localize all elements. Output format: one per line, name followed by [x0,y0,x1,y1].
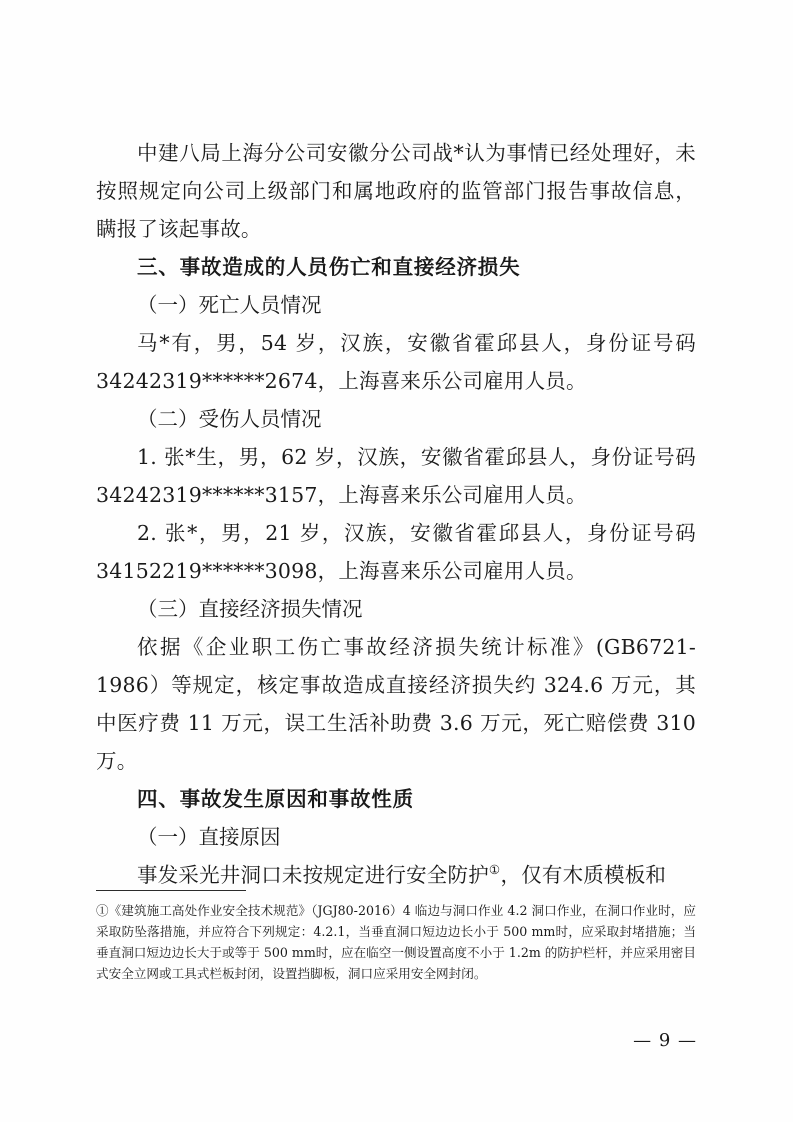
section-heading-three: 三、事故造成的人员伤亡和直接经济损失 [137,255,521,279]
paragraph-direct-cause-after: ，仅有木质模板和 [500,863,667,887]
page-number: — 9 — [633,1030,697,1051]
document-body [96,134,696,894]
footnote-area [96,900,696,984]
footnote-marker: ① [96,903,109,918]
paragraph-deceased-person: 马*有，男，54 岁，汉族，安徽省霍邱县人，身份证号码 34242319******2674，上海喜来乐公司雇用人员。 [96,331,696,393]
subsection-heading-one: （一）死亡人员情况 [137,293,322,317]
paragraph-continuation: 中建八局上海分公司安徽分公司战*认为事情已经处理好，未按照规定向公司上级部门和属地政府的监管部门报告事故信息，瞒报了该起事故。 [96,141,696,241]
footnote-text: 《建筑施工高处作业安全技术规范》（JGJ80-2016）4 临边与洞口作业 4.2 洞口作业，在洞口作业时，应采取防坠落措施，并应符合下列规定：4.2.1，当垂直洞口短边边长小于 500 mm时，应采取封堵措施；当垂直洞口短边边长大于或等于 500 mm时，应在临空一侧设置高度不小于 1.2m 的防护栏杆，并应采用密目式安全立网或工具式栏板封闭，设置挡脚板，洞口应采用安全网封闭。 [96,903,696,981]
paragraph-direct-cause-before: 事发采光井洞口未按规定进行安全防护 [137,863,489,887]
subsection-heading-direct-cause: （一）直接原因 [137,825,281,849]
subsection-heading-three: （三）直接经济损失情况 [137,597,363,621]
paragraph-injured-person-1: 1. 张*生，男，62 岁，汉族，安徽省霍邱县人，身份证号码 34242319******3157，上海喜来乐公司雇用人员。 [96,445,696,507]
footnote-divider [96,890,246,891]
paragraph-injured-person-2: 2. 张*，男，21 岁，汉族，安徽省霍邱县人，身份证号码 34152219******3098，上海喜来乐公司雇用人员。 [96,521,696,583]
subsection-heading-two: （二）受伤人员情况 [137,407,322,431]
section-heading-four: 四、事故发生原因和事故性质 [137,787,414,811]
footnote-marker-inline: ① [488,862,501,878]
footnote-item [96,900,696,984]
paragraph-economic-loss: 依据《企业职工伤亡事故经济损失统计标准》(GB6721-1986）等规定，核定事故造成直接经济损失约 324.6 万元，其中医疗费 11 万元，误工生活补助费 3.6 万元，死亡赔偿费 310 万。 [96,635,696,773]
paragraph-direct-cause [96,856,696,894]
